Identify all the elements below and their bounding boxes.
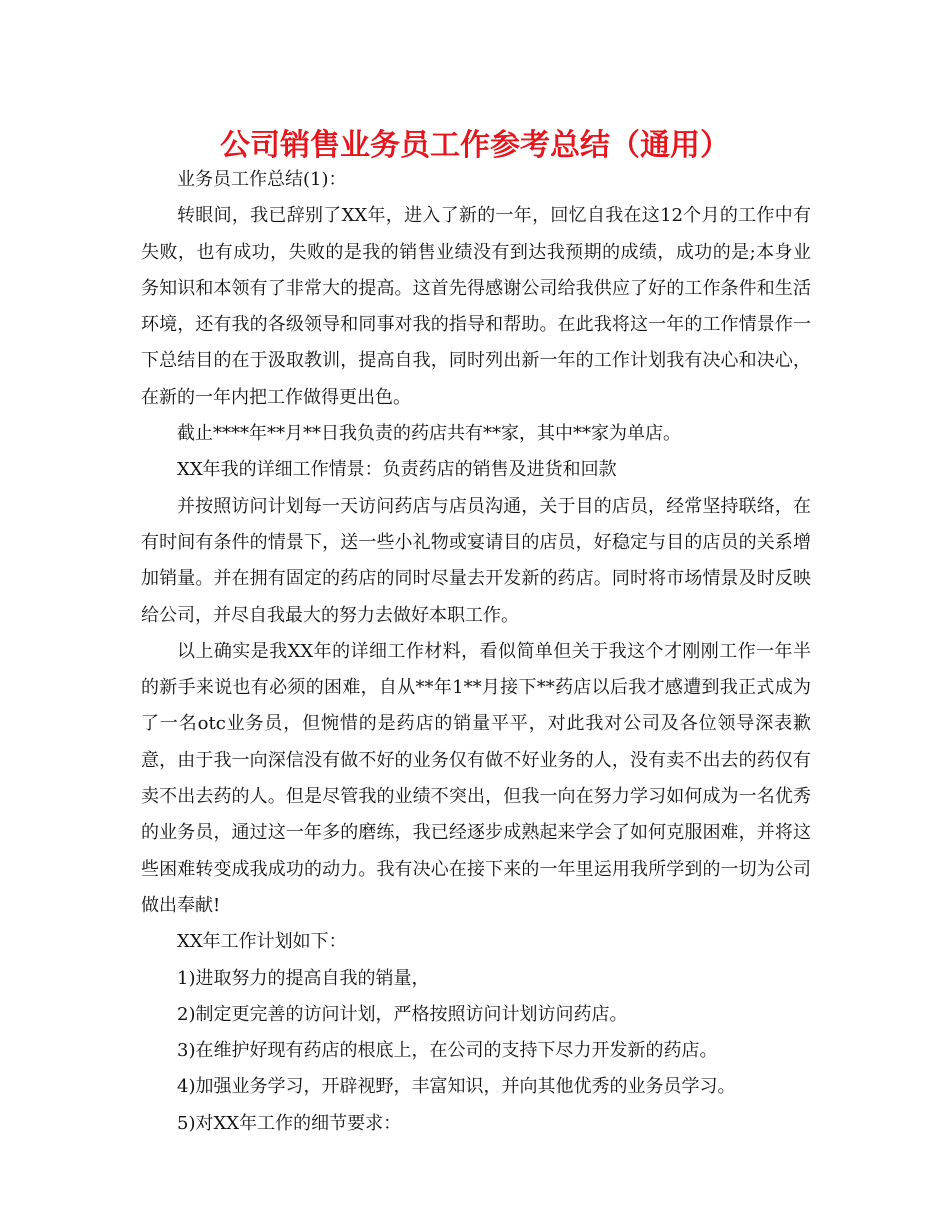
plan-item-3: 3)在维护好现有药店的根底上，在公司的支持下尽力开发新的药店。 bbox=[177, 1040, 718, 1062]
document-title: 公司销售业务员工作参考总结（通用） bbox=[220, 128, 730, 163]
paragraph-visits: 并按照访问计划每一天访问药店与店员沟通，关于目的店员，经常坚持联络，在有时间有条件的情景下，送一些小礼物或宴请目的店员，好稳定与目的店员的关系增加销量。并在拥有固定的药店的同时尽量去开发新的药店。同时将市场情景及时反映给公司，并尽自我最大的努力去做好本职工作。 bbox=[141, 495, 811, 626]
paragraph-review: 以上确实是我XX年的详细工作材料，看似简单但关于我这个才刚刚工作一年半的新手来说也有必须的困难，自从**年1**月接下**药店以后我才感遭到我正式成为了一名otc业务员，但惋惜的是药店的销量平平，对此我对公司及各位领导深表歉意，由于我一向深信没有做不好的业务仅有做不好业务的人，没有卖不出去的药仅有卖不出去药的人。但是尽管我的业绩不突出，但我一向在努力学习如何成为一名优秀的业务员，通过这一年多的磨练，我已经逐步成熟起来学会了如何克服困难，并将这些困难转变成我成功的动力。我有决心在接下来的一年里运用我所学到的一切为公司做出奉献! bbox=[141, 640, 811, 916]
paragraph-stores: 截止****年**月**日我负责的药店共有**家，其中**家为单店。 bbox=[177, 423, 681, 445]
paragraph-intro: 转眼间，我已辞别了XX年，进入了新的一年，回忆自我在这12个月的工作中有失败，也有成功，失败的是我的销售业绩没有到达我预期的成绩，成功的是;本身业务知识和本领有了非常大的提高。这首先得感谢公司给我供应了好的工作条件和生活环境，还有我的各级领导和同事对我的指导和帮助。在此我将这一年的工作情景作一下总结目的在于汲取教训，提高自我，同时列出新一年的工作计划我有决心和决心，在新的一年内把工作做得更出色。 bbox=[141, 205, 811, 408]
paragraph-subtitle: 业务员工作总结(1)： bbox=[177, 169, 347, 190]
paragraph-plan-heading: XX年工作计划如下： bbox=[177, 931, 347, 953]
plan-item-4: 4)加强业务学习，开辟视野，丰富知识，并向其他优秀的业务员学习。 bbox=[177, 1076, 736, 1098]
document-body bbox=[141, 162, 811, 1142]
plan-item-5: 5)对XX年工作的细节要求： bbox=[177, 1112, 402, 1134]
plan-item-1: 1)进取努力的提高自我的销量， bbox=[177, 967, 430, 989]
paragraph-work-heading: XX年我的详细工作情景：负责药店的销售及进货和回款 bbox=[177, 459, 617, 481]
plan-item-2: 2)制定更完善的访问计划，严格按照访问计划访问药店。 bbox=[177, 1003, 628, 1025]
